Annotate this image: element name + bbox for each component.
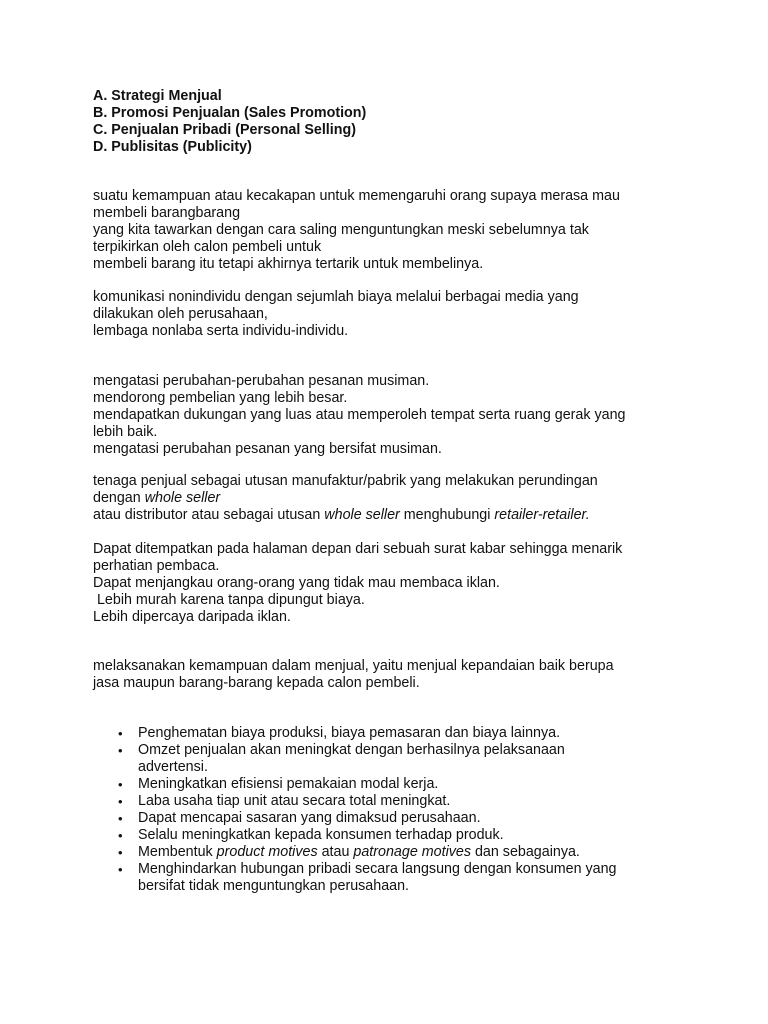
italic-term: whole seller — [324, 507, 400, 523]
list-item — [93, 827, 693, 844]
text-line: mengatasi perubahan pesanan yang bersifat musiman. — [93, 441, 442, 457]
bullet-icon: • — [118, 743, 123, 758]
text-line: yang kita tawarkan dengan cara saling menguntungkan meski sebelumnya tak — [93, 222, 589, 238]
text-line: terpikirkan oleh calon pembeli untuk — [93, 239, 322, 255]
text-line: Dapat ditempatkan pada halaman depan dari sebuah surat kabar sehingga menarik — [93, 541, 623, 557]
text-line: jasa maupun barang-barang kepada calon pembeli. — [93, 675, 420, 691]
list-item — [93, 725, 693, 742]
bullet-icon: • — [118, 862, 123, 877]
list-item-text: bersifat tidak menguntungkan perusahaan. — [138, 878, 410, 894]
text-line: komunikasi nonindividu dengan sejumlah biaya melalui berbagai media yang — [93, 289, 579, 305]
text-run: dengan — [93, 490, 145, 506]
list-item-text: advertensi. — [138, 759, 208, 775]
text-line: mendapatkan dukungan yang luas atau memperoleh tempat serta ruang gerak yang — [93, 407, 626, 423]
list-item-text: Omzet penjualan akan meningkat dengan berhasilnya pelaksanaan — [138, 742, 565, 758]
paragraph-1 — [93, 188, 683, 273]
bullet-icon: • — [118, 845, 123, 860]
list-item-text: Dapat mencapai sasaran yang dimaksud perusahaan. — [138, 810, 481, 826]
list-item — [93, 793, 693, 810]
list-item-text: Selalu meningkatkan kepada konsumen terhadap produk. — [138, 827, 504, 843]
list-item — [93, 742, 693, 776]
text-run: Membentuk — [138, 844, 217, 860]
italic-term: whole seller — [144, 490, 221, 506]
bullet-icon: • — [118, 794, 123, 809]
italic-term: patronage motives — [353, 844, 471, 860]
list-item-text: Laba usaha tiap unit atau secara total meningkat. — [138, 793, 451, 809]
bullet-list — [93, 725, 693, 895]
bullet-icon: • — [118, 726, 123, 741]
paragraph-6 — [93, 658, 683, 692]
text-run: menghubungi — [399, 507, 495, 523]
bullet-icon: • — [118, 828, 123, 843]
text-line: Lebih murah karena tanpa dipungut biaya. — [93, 592, 365, 608]
text-line: lembaga nonlaba serta individu-individu. — [93, 323, 349, 339]
text-line: mengatasi perubahan-perubahan pesanan musiman. — [93, 373, 430, 389]
list-item-text: Meningkatkan efisiensi pemakaian modal kerja. — [138, 776, 439, 792]
bullet-list-container — [93, 725, 693, 895]
text-line: perhatian pembaca. — [93, 558, 220, 574]
text-line: suatu kemampuan atau kecakapan untuk memengaruhi orang supaya merasa mau — [93, 188, 620, 204]
heading-b: B. Promosi Penjualan (Sales Promotion) — [93, 105, 367, 121]
text-line — [93, 490, 683, 507]
list-item-text: Menghindarkan hubungan pribadi secara langsung dengan konsumen yang — [138, 861, 617, 877]
text-run: dan sebagainya. — [471, 844, 580, 860]
paragraph-4 — [93, 473, 683, 524]
paragraph-3 — [93, 373, 683, 458]
bullet-icon: • — [118, 777, 123, 792]
text-line: membeli barangbarang — [93, 205, 241, 221]
text-line: Dapat menjangkau orang-orang yang tidak mau membaca iklan. — [93, 575, 500, 591]
list-item-text — [138, 844, 693, 861]
text-run: atau distributor atau sebagai utusan — [93, 507, 325, 523]
paragraph-2 — [93, 289, 683, 340]
text-line: lebih baik. — [93, 424, 158, 440]
text-line: Lebih dipercaya daripada iklan. — [93, 609, 291, 625]
heading-list — [93, 88, 683, 156]
text-line: dilakukan oleh perusahaan, — [93, 306, 268, 322]
text-line: tenaga penjual sebagai utusan manufaktur/pabrik yang melakukan perundingan — [93, 473, 598, 489]
list-item-text: Penghematan biaya produksi, biaya pemasaran dan biaya lainnya. — [138, 725, 561, 741]
list-item — [93, 844, 693, 861]
text-line: mendorong pembelian yang lebih besar. — [93, 390, 348, 406]
list-item — [93, 776, 693, 793]
italic-term: retailer-retailer. — [494, 507, 590, 523]
bullet-icon: • — [118, 811, 123, 826]
list-item — [93, 810, 693, 827]
list-item — [93, 861, 693, 895]
text-run: atau — [317, 844, 354, 860]
italic-term: product motives — [216, 844, 318, 860]
heading-c: C. Penjualan Pribadi (Personal Selling) — [93, 122, 356, 138]
text-line — [93, 507, 683, 524]
text-line: melaksanakan kemampuan dalam menjual, yaitu menjual kepandaian baik berupa — [93, 658, 614, 674]
heading-a: A. Strategi Menjual — [93, 88, 222, 104]
heading-d: D. Publisitas (Publicity) — [93, 139, 252, 155]
text-line: membeli barang itu tetapi akhirnya tertarik untuk membelinya. — [93, 256, 484, 272]
paragraph-5 — [93, 541, 683, 626]
